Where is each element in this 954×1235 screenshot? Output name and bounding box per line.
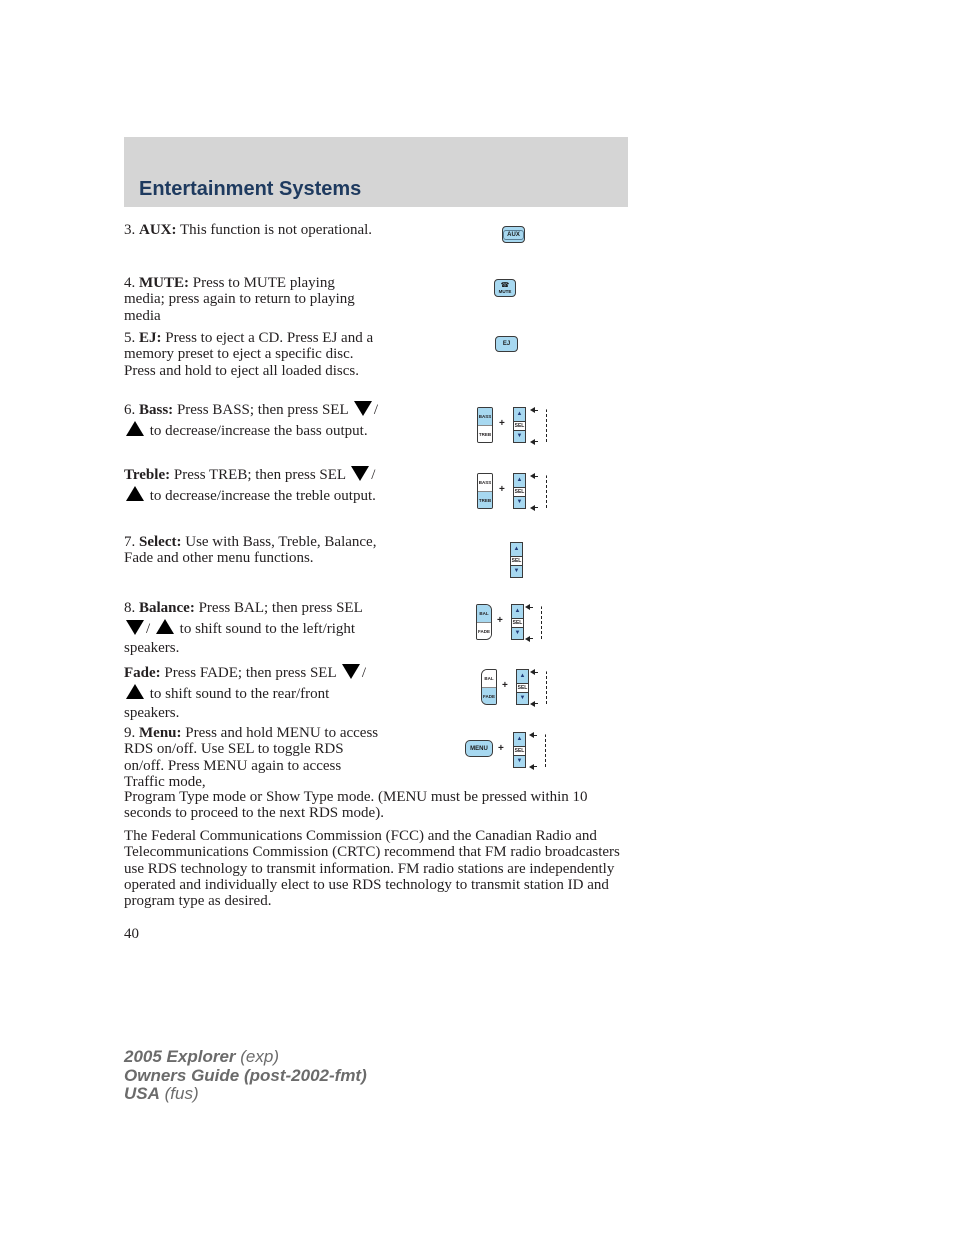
menu-button-icon: MENU [465,740,493,757]
item-menu-continued: Program Type mode or Show Type mode. (MENU must be pressed within 10 seconds to proceed to the next RDS mode). [124,789,588,822]
sel-rocker-icon: ▲ SEL ▼ [510,542,523,578]
page-number: 40 [124,926,139,942]
up-arrow-icon [126,421,144,437]
down-arrow-icon [354,400,372,416]
item-select: 7. Select: Use with Bass, Treble, Balance, Fade and other menu functions. [124,534,377,567]
bal-fade-button-icon: BAL FADE [481,669,497,705]
item-bass: 6. Bass: Press BASS; then press SEL / to decrease/increase the bass output. [124,402,378,439]
bal-fade-button-icon: BAL FADE [476,604,492,640]
down-arrow-icon [126,619,144,635]
section-header [124,137,628,207]
item-eject: 5. EJ: Press to eject a CD. Press EJ and a memory preset to eject a specific disc. Press and hold to eject all loaded discs. [124,330,374,379]
up-arrow-icon [156,619,174,635]
fcc-paragraph: The Federal Communications Commission (FCC) and the Canadian Radio and Telecommunications Commission (CRTC) recommend that FM radio broadcasters use RDS technology to transmit information. FM radio stations are independently operated and individually elect to use RDS technology to transmit station ID and program type as desired. [124,828,620,910]
sel-rocker-icon: ▲ SEL ▼ [513,732,526,768]
down-arrow-icon [342,663,360,679]
aux-button-icon: AUX [502,226,525,243]
bass-treb-button-icon: BASS TREB [477,473,493,509]
document-footer: 2005 Explorer (exp) Owners Guide (post-2002-fmt) USA (fus) [124,1047,367,1103]
mute-button-icon: ☎ MUTE [494,279,516,297]
item-balance: 8. Balance: Press BAL; then press SEL / to shift sound to the left/right speakers. [124,600,363,656]
bass-treb-button-icon: BASS TREB [477,407,493,443]
down-arrow-icon [351,465,369,481]
item-menu: 9. Menu: Press and hold MENU to access RDS on/off. Use SEL to toggle RDS on/off. Press MENU again to access Traffic mode, [124,725,379,790]
item-treble: Treble: Press TREB; then press SEL / to decrease/increase the treble output. [124,467,376,504]
sel-rocker-icon: ▲ SEL ▼ [513,473,526,509]
eject-button-icon: EJ [495,336,518,352]
sel-rocker-icon: ▲ SEL ▼ [511,604,524,640]
sel-rocker-icon: ▲ SEL ▼ [516,669,529,705]
section-title: Entertainment Systems [139,178,362,200]
item-fade: Fade: Press FADE; then press SEL / to shift sound to the rear/front speakers. [124,665,367,721]
sel-rocker-icon: ▲ SEL ▼ [513,407,526,443]
up-arrow-icon [126,684,144,700]
item-mute: 4. MUTE: Press to MUTE playing media; press again to return to playing media [124,275,355,324]
item-aux: 3. AUX: This function is not operational. [124,222,373,238]
up-arrow-icon [126,486,144,502]
